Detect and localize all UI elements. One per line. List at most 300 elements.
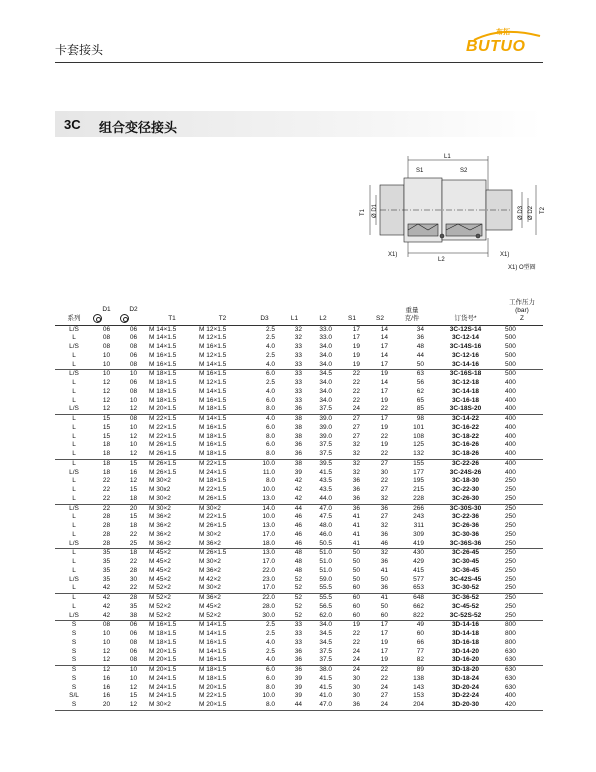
cell-d2: 28 <box>129 566 138 574</box>
section-name: 组合变径接头 <box>99 120 178 135</box>
cell-d3: 8.0 <box>265 477 275 485</box>
cell-t1: M 45×2 <box>149 566 171 574</box>
cell-t2: M 36×2 <box>199 566 221 574</box>
cell-weight: 77 <box>416 647 424 655</box>
cell-d3: 28.0 <box>262 602 275 610</box>
cell-d1: 18 <box>102 441 111 449</box>
cell-t2: M 14×1.5 <box>199 387 227 395</box>
cell-d3: 4.0 <box>265 387 275 395</box>
cell-t2: M 14×1.5 <box>199 630 227 637</box>
cell-d1: 18 <box>102 450 111 457</box>
cell-pressure: 250 <box>505 584 516 592</box>
cell-series: L/S <box>69 539 79 547</box>
cell-s1: 19 <box>352 351 360 359</box>
cell-weight: 243 <box>413 513 424 521</box>
cell-l2: 37.5 <box>319 450 332 457</box>
cell-d1: 35 <box>102 566 111 574</box>
cell-pressure: 400 <box>505 415 516 422</box>
cell-t1: M 14×1.5 <box>149 334 177 342</box>
cell-d3: 13.0 <box>262 522 275 529</box>
cell-d1: 12 <box>102 379 111 386</box>
cell-order-number: 3C-14-22 <box>451 415 480 422</box>
cell-s1: 32 <box>352 450 360 457</box>
cell-l1: 48 <box>294 566 302 574</box>
cell-t2: M 36×2 <box>199 539 221 547</box>
cell-series: S <box>71 638 77 646</box>
cell-t1: M 26×1.5 <box>149 468 177 476</box>
cell-s1: 41 <box>352 513 360 521</box>
cell-d1: 22 <box>102 477 111 485</box>
cell-t2: M 22×1.5 <box>199 459 227 467</box>
cell-t2: M 24×1.5 <box>199 468 227 476</box>
cell-s2: 19 <box>380 656 388 664</box>
cell-order-number: 3C-36-52 <box>451 594 480 601</box>
cell-d2: 18 <box>129 522 138 529</box>
label-t1: T1 <box>360 208 366 216</box>
label-x1-right: X1) <box>500 252 510 258</box>
cell-weight: 309 <box>413 530 424 538</box>
cell-weight: 48 <box>416 343 424 350</box>
cell-weight: 430 <box>413 549 424 557</box>
cell-s2: 19 <box>380 638 388 646</box>
col-d3: D3 <box>260 314 269 322</box>
cell-t1: M 16×1.5 <box>149 360 177 368</box>
table-row <box>55 513 543 522</box>
table-row <box>55 630 543 639</box>
cell-pressure: 400 <box>505 459 516 467</box>
cell-d1: 16 <box>102 692 111 700</box>
cell-s1: 36 <box>352 486 360 493</box>
cell-t2: M 30×2 <box>199 504 221 512</box>
cell-t1: M 30×2 <box>149 504 171 512</box>
cell-d1: 20 <box>102 701 111 708</box>
cell-l2: 33.0 <box>319 334 332 342</box>
cell-t1: M 45×2 <box>149 575 171 583</box>
cell-order-number: 3C-16S-18 <box>449 370 482 378</box>
cell-d3: 2.5 <box>265 647 275 655</box>
cell-series: S <box>71 683 77 691</box>
cell-pressure: 500 <box>505 360 516 368</box>
cell-series: L/S <box>69 405 79 413</box>
cell-l1: 33 <box>294 370 302 378</box>
cell-order-number: 3C-18-30 <box>451 477 480 485</box>
cell-d2: 15 <box>129 513 138 521</box>
cell-d2: 10 <box>129 666 138 673</box>
cell-d1: 18 <box>102 468 111 476</box>
cell-l1: 42 <box>294 494 302 502</box>
cell-d2: 30 <box>129 575 138 583</box>
cell-l1: 32 <box>294 334 302 342</box>
cell-pressure: 500 <box>505 351 516 359</box>
cell-pressure: 250 <box>505 539 516 547</box>
cell-weight: 195 <box>413 477 424 485</box>
cell-weight: 85 <box>416 405 424 413</box>
cell-t2: M 18×1.5 <box>199 477 227 485</box>
cell-series: L <box>72 441 76 449</box>
cell-l1: 52 <box>294 584 302 592</box>
cell-l2: 39.0 <box>319 432 332 440</box>
cell-pressure: 400 <box>505 423 516 431</box>
cell-t1: M 18×1.5 <box>149 630 177 637</box>
cell-d2: 08 <box>129 656 138 664</box>
cell-series: L <box>72 549 76 557</box>
cell-d2: 06 <box>129 647 138 655</box>
cell-l2: 34.0 <box>319 351 332 359</box>
table-row <box>55 388 543 397</box>
cell-t2: M 22×1.5 <box>199 486 227 493</box>
cell-d1: 28 <box>102 530 111 538</box>
cell-s1: 30 <box>352 683 360 691</box>
cell-s1: 60 <box>352 594 360 601</box>
cell-s2: 36 <box>380 584 388 592</box>
label-l2: L2 <box>438 257 445 263</box>
cell-s2: 22 <box>380 432 388 440</box>
cell-pressure: 400 <box>505 432 516 440</box>
cell-weight: 63 <box>416 370 424 378</box>
cell-pressure: 250 <box>505 486 516 493</box>
cell-l1: 44 <box>294 701 302 708</box>
cell-d2: 15 <box>129 459 138 467</box>
label-t2: T2 <box>540 206 546 214</box>
cell-t2: M 26×1.5 <box>199 522 227 529</box>
cell-series: L <box>72 602 76 610</box>
cell-weight: 155 <box>413 459 424 467</box>
cell-d2: 20 <box>129 504 138 512</box>
cell-order-number: 3D-14-20 <box>451 647 480 655</box>
cell-s1: 41 <box>352 522 360 529</box>
cell-t1: M 26×1.5 <box>149 450 177 457</box>
cell-order-number: 3C-42S-45 <box>449 575 482 583</box>
cell-s2: 22 <box>380 477 388 485</box>
cell-s1: 50 <box>352 558 360 565</box>
cell-s2: 60 <box>380 611 388 619</box>
cell-d1: 18 <box>102 459 111 467</box>
cell-order-number: 3C-16-22 <box>451 423 480 431</box>
cell-l2: 55.5 <box>319 594 332 601</box>
table-row <box>55 603 543 612</box>
cell-pressure: 400 <box>505 441 516 449</box>
cell-order-number: 3D-16-20 <box>451 656 480 664</box>
cell-t1: M 26×1.5 <box>149 441 177 449</box>
cell-l2: 51.0 <box>319 549 332 557</box>
cell-d3: 4.0 <box>265 343 275 350</box>
table-row <box>55 594 543 603</box>
cell-l1: 33 <box>294 360 302 368</box>
cell-d3: 6.0 <box>265 396 275 404</box>
cell-s1: 60 <box>352 611 360 619</box>
cell-t1: M 26×1.5 <box>149 459 177 467</box>
cell-d2: 22 <box>129 558 138 565</box>
table-row <box>55 701 543 710</box>
cell-pressure: 400 <box>505 379 516 386</box>
cell-s1: 50 <box>352 575 360 583</box>
cell-l1: 33 <box>294 638 302 646</box>
cell-d3: 22.0 <box>262 566 275 574</box>
label-d3: Ø D3 <box>518 205 524 220</box>
cell-d1: 35 <box>102 549 111 557</box>
cell-series: S <box>71 674 77 682</box>
cell-l1: 46 <box>294 539 302 547</box>
table-row <box>55 441 543 450</box>
cell-d1: 12 <box>102 396 111 404</box>
cell-s2: 22 <box>380 666 388 673</box>
cell-order-number: 3D-18-24 <box>451 674 480 682</box>
cell-t1: M 52×2 <box>149 602 171 610</box>
cell-l1: 33 <box>294 343 302 350</box>
cell-s2: 32 <box>380 549 388 557</box>
cell-order-number: 3D-20-24 <box>451 683 480 691</box>
cell-d2: 06 <box>129 621 138 629</box>
cell-l1: 39 <box>294 692 302 700</box>
cell-l2: 47.0 <box>319 504 332 512</box>
cell-l2: 41.5 <box>319 683 332 691</box>
cell-t2: M 14×1.5 <box>199 621 227 629</box>
logo-text: BUTUO <box>466 38 526 55</box>
cell-l1: 38 <box>294 415 302 422</box>
cell-s2: 27 <box>380 459 388 467</box>
cell-l1: 33 <box>294 351 302 359</box>
cell-series: S <box>71 656 77 664</box>
cell-series: L <box>72 530 76 538</box>
cell-s1: 32 <box>352 441 360 449</box>
cell-t2: M 18×1.5 <box>199 405 227 413</box>
cell-d2: 06 <box>129 334 138 342</box>
cell-d3: 22.0 <box>262 594 275 601</box>
header-divider <box>55 62 543 63</box>
cell-t1: M 52×2 <box>149 594 171 601</box>
cell-t2: M 30×2 <box>199 558 221 565</box>
cell-t1: M 52×2 <box>149 584 171 592</box>
cell-d3: 6.0 <box>265 370 275 378</box>
cell-d2: 38 <box>129 611 138 619</box>
cell-weight: 125 <box>413 441 424 449</box>
cell-l2: 56.5 <box>319 602 332 610</box>
cell-l1: 33 <box>294 396 302 404</box>
cell-order-number: 3D-14-18 <box>451 630 480 637</box>
cell-d1: 28 <box>102 539 111 547</box>
cell-s1: 32 <box>352 459 360 467</box>
cell-pressure: 800 <box>505 638 516 646</box>
cell-t1: M 36×2 <box>149 513 171 521</box>
cell-d1: 35 <box>102 558 111 565</box>
cell-d3: 14.0 <box>262 504 275 512</box>
cell-d1: 42 <box>102 594 111 601</box>
cell-s2: 19 <box>380 396 388 404</box>
cell-l2: 34.0 <box>319 343 332 350</box>
cell-s2: 22 <box>380 674 388 682</box>
cell-d2: 12 <box>129 432 138 440</box>
cell-series: L <box>72 459 76 467</box>
cell-d2: 35 <box>129 602 138 610</box>
cell-weight: 204 <box>413 701 424 708</box>
cell-d1: 10 <box>102 630 111 637</box>
cell-s2: 50 <box>380 602 388 610</box>
table-row <box>55 648 543 657</box>
cell-l1: 39 <box>294 468 302 476</box>
cell-weight: 101 <box>413 423 424 431</box>
cell-pressure: 250 <box>505 477 516 485</box>
cell-order-number: 3C-30-36 <box>451 530 480 538</box>
cell-t2: M 16×1.5 <box>199 656 227 664</box>
cell-pressure: 420 <box>505 701 516 708</box>
cell-weight: 822 <box>413 611 424 619</box>
cell-t2: M 20×1.5 <box>199 701 227 708</box>
cell-d1: 10 <box>102 351 111 359</box>
cell-s2: 19 <box>380 370 388 378</box>
cell-d2: 16 <box>129 468 138 476</box>
cell-l1: 36 <box>294 405 302 413</box>
cell-s1: 17 <box>352 325 360 333</box>
cell-d1: 42 <box>102 611 111 619</box>
cell-d1: 16 <box>102 683 111 691</box>
cell-pressure: 400 <box>505 396 516 404</box>
cell-l2: 43.5 <box>319 477 332 485</box>
cell-d3: 2.5 <box>265 334 275 342</box>
cell-l1: 38 <box>294 459 302 467</box>
cell-weight: 177 <box>413 468 424 476</box>
cell-t1: M 45×2 <box>149 558 171 565</box>
table-row <box>55 352 543 361</box>
cell-order-number: 3C-12-14 <box>451 334 480 342</box>
cell-series: L <box>72 415 76 422</box>
cell-s1: 41 <box>352 539 360 547</box>
cell-series: S <box>71 647 77 655</box>
cell-l2: 34.0 <box>319 379 332 386</box>
cell-d1: 16 <box>102 674 111 682</box>
cell-pressure: 500 <box>505 370 516 378</box>
cell-weight: 138 <box>413 674 424 682</box>
table-row <box>55 495 543 504</box>
fitting-diagram <box>348 150 548 275</box>
cell-d2: 12 <box>129 683 138 691</box>
cell-l1: 38 <box>294 423 302 431</box>
cell-t1: M 22×1.5 <box>149 415 177 422</box>
cell-t1: M 36×2 <box>149 522 171 529</box>
table-row <box>55 343 543 352</box>
cell-d1: 08 <box>102 621 111 629</box>
cell-order-number: 3C-22-30 <box>451 486 480 493</box>
cell-order-number: 3C-12-16 <box>451 351 480 359</box>
cell-pressure: 250 <box>505 594 516 601</box>
cell-s1: 60 <box>352 584 360 592</box>
row-group <box>55 459 543 504</box>
cell-order-number: 3C-18-22 <box>451 432 480 440</box>
cell-series: L/S <box>69 343 79 350</box>
cell-pressure: 400 <box>505 387 516 395</box>
cell-d1: 22 <box>102 504 111 512</box>
cell-d3: 6.0 <box>265 423 275 431</box>
row-group <box>55 594 543 621</box>
cell-weight: 49 <box>416 621 424 629</box>
cell-d2: 18 <box>129 494 138 502</box>
cell-s2: 32 <box>380 494 388 502</box>
cell-s1: 50 <box>352 549 360 557</box>
cell-pressure: 250 <box>505 611 516 619</box>
cell-t1: M 18×1.5 <box>149 396 177 404</box>
cell-order-number: 3C-30-52 <box>451 584 480 592</box>
cell-s2: 17 <box>380 647 388 655</box>
cell-order-number: 3C-14-16 <box>451 360 480 368</box>
cell-l1: 42 <box>294 477 302 485</box>
cell-d3: 17.0 <box>262 558 275 565</box>
cell-d3: 8.0 <box>265 683 275 691</box>
cell-d3: 23.0 <box>262 575 275 583</box>
cell-l2: 39.0 <box>319 415 332 422</box>
col-order-number: 订货号* <box>454 314 477 322</box>
cell-series: L <box>72 450 76 457</box>
cell-weight: 215 <box>413 486 424 493</box>
cell-d1: 08 <box>102 334 111 342</box>
cell-d3: 10.0 <box>262 486 275 493</box>
cell-d1: 10 <box>102 638 111 646</box>
table-row <box>55 567 543 576</box>
cell-order-number: 3C-36S-36 <box>449 539 482 547</box>
cell-d3: 13.0 <box>262 549 275 557</box>
cell-series: L <box>72 486 76 493</box>
cell-series: L <box>72 558 76 565</box>
cell-s2: 36 <box>380 504 388 512</box>
cell-d2: 12 <box>129 450 138 457</box>
cell-d2: 10 <box>129 370 138 378</box>
cell-s1: 41 <box>352 530 360 538</box>
cell-weight: 62 <box>416 387 424 395</box>
cell-l1: 36 <box>294 666 302 673</box>
cell-t1: M 16×1.5 <box>149 351 177 359</box>
row-group <box>55 621 543 666</box>
table-row <box>55 459 543 468</box>
table-row <box>55 522 543 531</box>
cell-pressure: 400 <box>505 450 516 457</box>
cell-s2: 27 <box>380 692 388 700</box>
cell-d3: 17.0 <box>262 530 275 538</box>
cell-order-number: 3C-26-45 <box>451 549 480 557</box>
cell-s1: 27 <box>352 423 360 431</box>
cell-order-number: 3C-16-18 <box>451 396 480 404</box>
table-row <box>55 540 543 549</box>
cell-t2: M 26×1.5 <box>199 549 227 557</box>
cell-weight: 577 <box>413 575 424 583</box>
cell-l2: 47.0 <box>319 701 332 708</box>
cell-series: S <box>71 701 77 708</box>
cell-order-number: 3C-26-30 <box>451 494 480 502</box>
cell-l1: 52 <box>294 611 302 619</box>
cell-pressure: 250 <box>505 522 516 529</box>
cell-t1: M 36×2 <box>149 530 171 538</box>
cell-l2: 50.5 <box>319 539 332 547</box>
cell-d2: 10 <box>129 396 138 404</box>
cell-d3: 4.0 <box>265 415 275 422</box>
cell-t2: M 14×1.5 <box>199 415 227 422</box>
cell-l1: 46 <box>294 530 302 538</box>
cell-series: L <box>72 423 76 431</box>
col-weight: 重量 克/件 <box>404 306 420 322</box>
cell-order-number: 3C-18S-20 <box>449 405 482 413</box>
cell-d3: 6.0 <box>265 674 275 682</box>
cell-weight: 153 <box>413 692 424 700</box>
label-x1-left: X1) <box>388 252 398 258</box>
cell-t2: M 22×1.5 <box>199 513 227 521</box>
cell-pressure: 400 <box>505 468 516 476</box>
cell-weight: 98 <box>416 415 424 422</box>
cell-s2: 14 <box>380 351 388 359</box>
port-icon <box>93 314 102 323</box>
cell-s2: 14 <box>380 325 388 333</box>
cell-l2: 47.5 <box>319 513 332 521</box>
cell-d2: 25 <box>129 539 138 547</box>
cell-l1: 32 <box>294 325 302 333</box>
cell-s2: 24 <box>380 683 388 691</box>
table-row <box>55 621 543 630</box>
